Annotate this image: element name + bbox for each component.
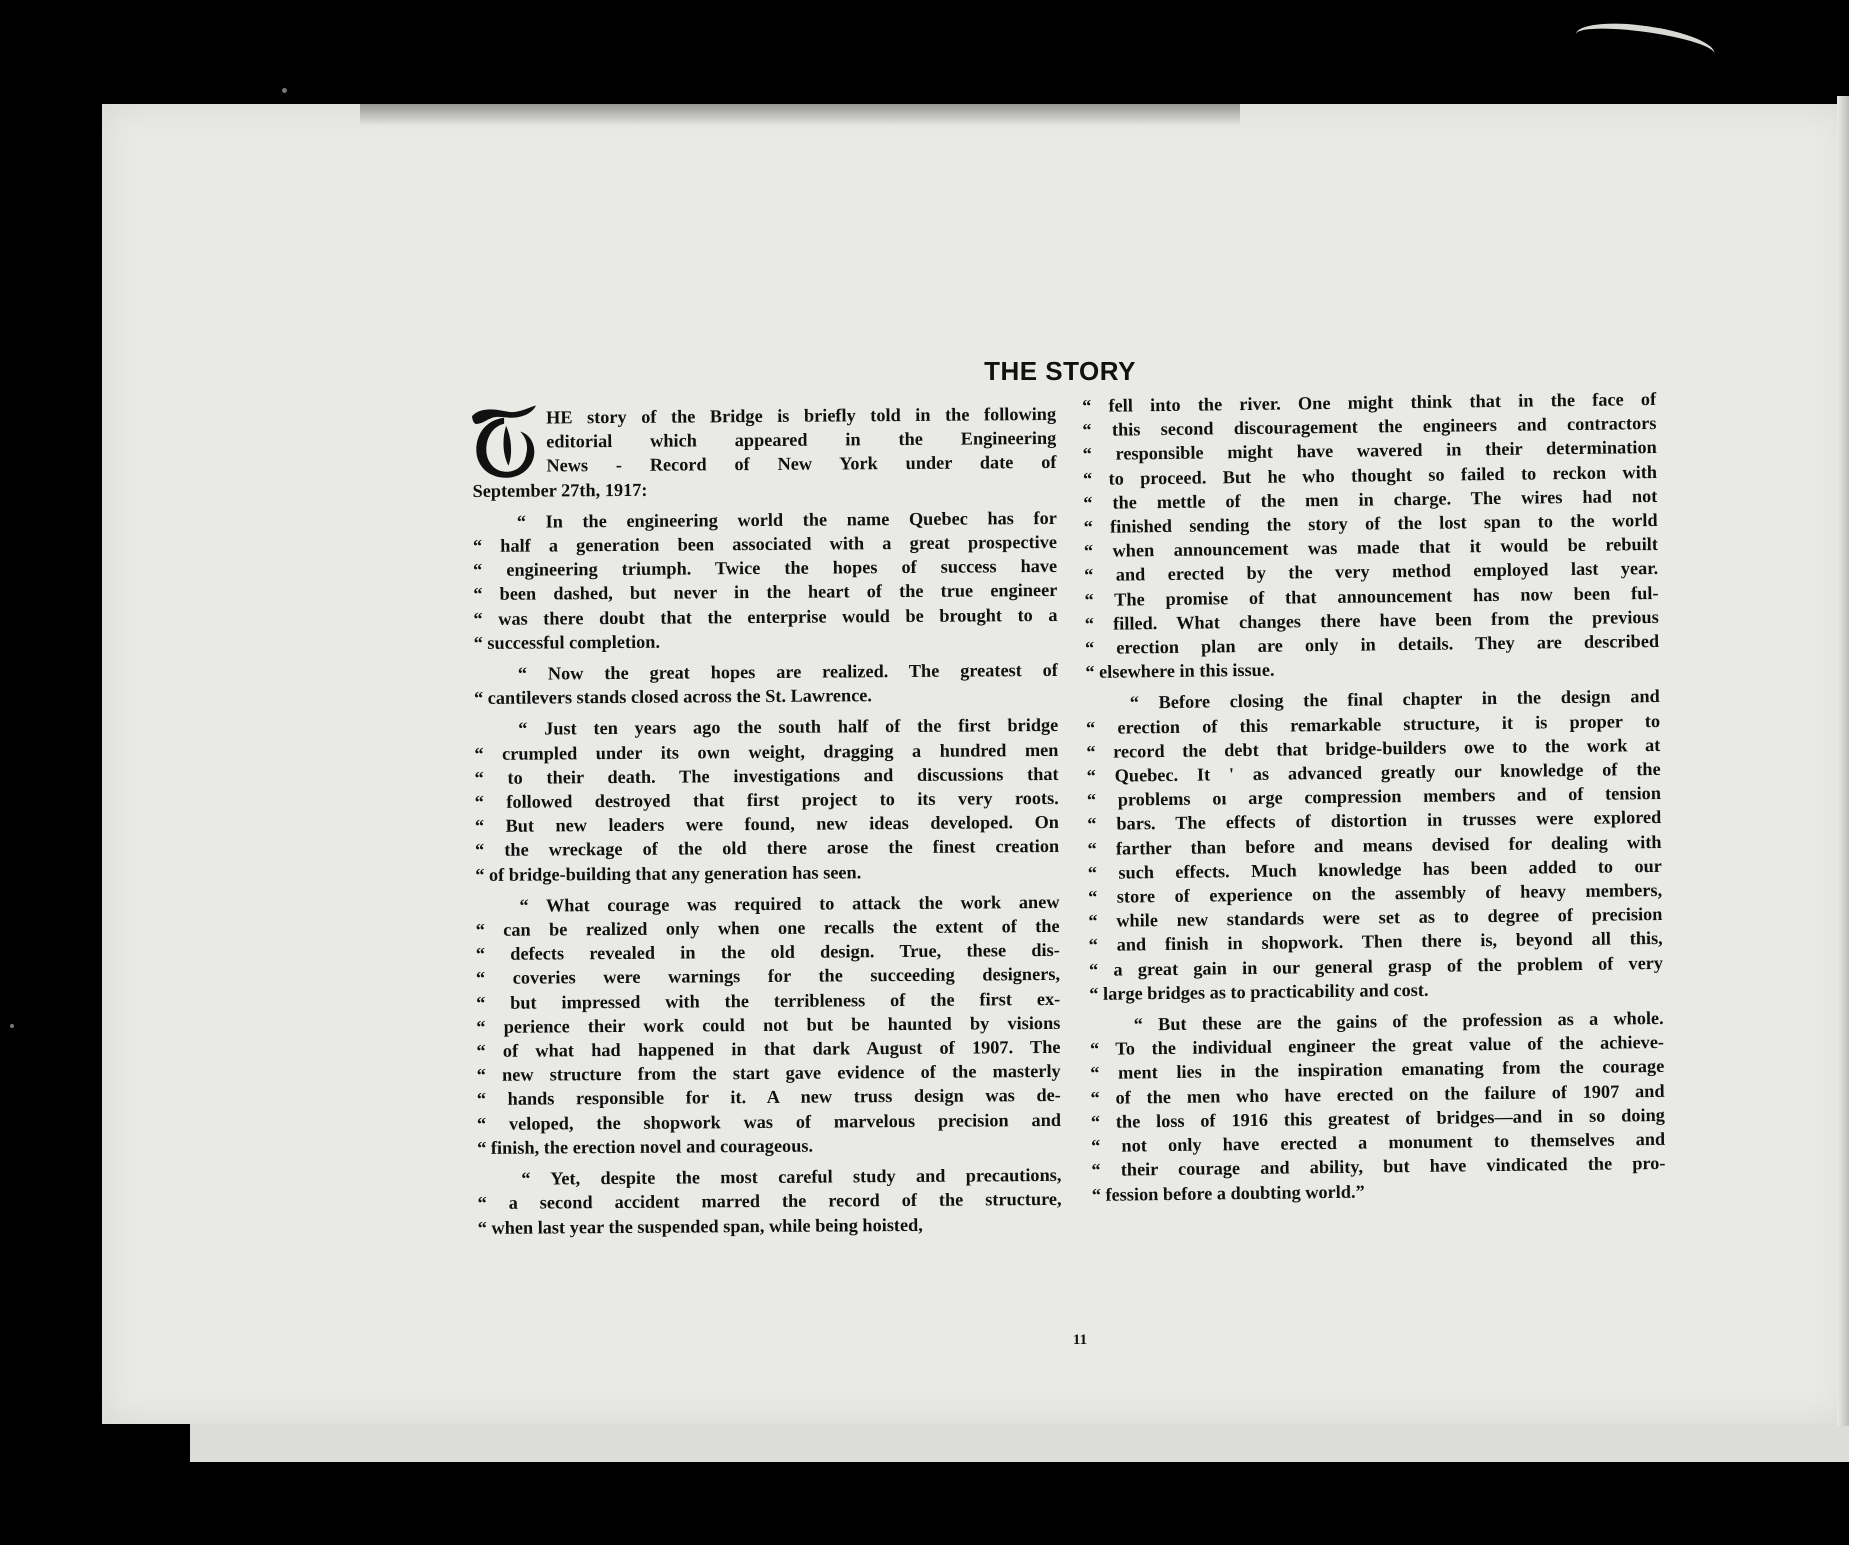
text-line: “ to proceed. But he who thought so failed to reckon with — [1082, 461, 1658, 489]
text-line: “ but impressed with the terribleness of the first ex- — [476, 988, 1061, 1013]
left-paragraph — [477, 1163, 1061, 1240]
text-line: “ ment lies in the inspiration emanating from the courage — [1090, 1056, 1665, 1084]
text-line: “ elsewhere in this issue. — [1085, 659, 1275, 683]
text-line: “ record the debt that bridge-builders owe to the work at — [1086, 734, 1661, 762]
text-line: “ fession before a doubting world.” — [1091, 1181, 1365, 1205]
text-line: “ such effects. Much knowledge has been added to our — [1087, 855, 1662, 883]
text-line: “ coveries were warnings for the succeeding designers, — [475, 964, 1061, 989]
text-line: “ a second accident marred the record of the structure, — [477, 1189, 1062, 1214]
text-line: “ not only have erected a monument to themselves and — [1091, 1129, 1666, 1157]
text-line: “ a great gain in our general grasp of the problem of very — [1088, 952, 1664, 980]
text-line: “ Quebec. It ' as advanced greatly our knowledge of the — [1086, 759, 1661, 787]
left-paragraph — [474, 658, 1058, 710]
left-paragraphs — [473, 506, 1062, 1240]
text-line: “ and finish in shopwork. Then there is, beyond all this, — [1088, 928, 1663, 956]
text-line: “ What courage was required to attack the work anew — [519, 891, 1060, 916]
ornamental-dropcap-t-icon — [468, 402, 539, 480]
text-line: “ when last year the suspended span, while being hoisted, — [477, 1214, 923, 1238]
text-line: “ Yet, despite the most careful study and precautions, — [521, 1164, 1062, 1189]
right-column — [1082, 387, 1666, 1214]
text-line: “ when announcement was made that it would be rebuilt — [1083, 534, 1659, 562]
text-line: “ large bridges as to practicability and cost. — [1089, 979, 1429, 1004]
text-line: “ of what had happened in that dark August of 1907. The — [476, 1036, 1061, 1062]
right-paragraphs — [1082, 387, 1666, 1207]
text-line: “ and erected by the very method employed last year. — [1084, 558, 1659, 586]
intro-paragraph — [472, 402, 1057, 503]
text-line: “ the mettle of the men in charge. The wires had not — [1083, 485, 1658, 513]
text-line: “ veloped, the shopwork was of marvelous precision and — [476, 1109, 1062, 1134]
text-line: “ finished sending the story of the lost span to the world — [1083, 509, 1658, 538]
left-paragraph — [474, 713, 1059, 886]
text-line: “ crumpled under its own weight, dragging a hundred men — [474, 739, 1059, 764]
intro-line: editorial which appeared in the Engineering — [546, 428, 1057, 452]
text-line: “ cantilevers stands closed across the St. Lawrence. — [473, 685, 873, 709]
left-column — [472, 402, 1062, 1247]
text-line: “ this second discouragement the engineers and contractors — [1082, 413, 1657, 441]
left-paragraph — [473, 506, 1058, 655]
text-line: “ To the individual engineer the great value of the achieve- — [1089, 1032, 1665, 1060]
text-line: “ successful completion. — [473, 631, 661, 653]
text-line: “ the loss of 1916 this greatest of bridges—and in so doing — [1090, 1104, 1665, 1132]
text-line: “ fell into the river. One might think that in the face of — [1082, 388, 1657, 416]
text-line: “ But these are the gains of the profession as a whole. — [1133, 1008, 1664, 1035]
text-line: “ store of experience on the assembly of heavy members, — [1088, 880, 1663, 908]
text-line: “ farther than before and means devised for dealing with — [1087, 831, 1662, 859]
intro-line: News - Record of New York under date of — [546, 452, 1057, 476]
text-line: “ Now the great hopes are realized. The greatest of — [517, 659, 1058, 684]
text-line: “ erection plan are only in details. They are described — [1084, 631, 1660, 659]
text-line: “ problems oı arge compression members and of tension — [1086, 783, 1662, 811]
text-line: “ In the engineering world the name Quebec has for — [516, 507, 1057, 532]
right-paragraph — [1082, 387, 1660, 684]
torn-paper-scrap — [1573, 16, 1717, 71]
page-title: THE STORY — [984, 356, 1136, 386]
text-line: “ to their death. The investigations and discussions that — [474, 763, 1059, 788]
text-line: “ erection of this remarkable structure, it is proper to — [1085, 710, 1661, 738]
text-line: “ the wreckage of the old there arose the finest creation — [475, 836, 1060, 861]
text-line: “ But new leaders were found, new ideas developed. On — [474, 812, 1059, 837]
text-line: “ filled. What changes there have been from the previous — [1084, 606, 1659, 634]
text-line: “ Before closing the final chapter in the design and — [1129, 686, 1660, 713]
intro-line: HE story of the Bridge is briefly told in the following — [546, 403, 1057, 428]
text-line: “ finish, the erection novel and courageous. — [477, 1135, 814, 1158]
text-line: “ half a generation been associated with a great prospective — [472, 531, 1058, 557]
page-number: 11 — [1072, 1332, 1088, 1348]
speck — [10, 1024, 14, 1028]
text-line: “ perience their work could not but be haunted by visions — [476, 1012, 1061, 1037]
right-paragraph — [1086, 684, 1664, 1006]
text-line: “ bars. The effects of distortion in trusses were explored — [1087, 807, 1662, 835]
speck — [282, 88, 287, 93]
text-line: “ hands responsible for it. A new truss design was de- — [476, 1085, 1061, 1110]
text-line: “ followed destroyed that first project to its very roots. — [474, 787, 1059, 813]
page-bottom-strip — [190, 1424, 1849, 1462]
text-line: “ engineering triumph. Twice the hopes of success have — [473, 556, 1058, 581]
text-line: “ of bridge-building that any generation has seen. — [475, 861, 862, 885]
text-line: “ was there doubt that the enterprise would be brought to a — [473, 604, 1058, 629]
text-line: “ new structure from the start gave evidence of the masterly — [476, 1061, 1061, 1086]
text-line: “ their courage and ability, but have vindicated the pro- — [1091, 1153, 1666, 1181]
right-paragraph — [1090, 1006, 1666, 1207]
text-line: “ Just ten years ago the south half of the first bridge — [518, 715, 1059, 740]
text-line: “ The promise of that announcement has now been ful- — [1084, 582, 1659, 610]
text-line: “ responsible might have wavered in their determination — [1082, 437, 1657, 465]
text-line: “ defects revealed in the old design. True, these dis- — [475, 940, 1060, 965]
text-line: “ while new standards were set as to degree of precision — [1088, 904, 1663, 932]
text-line: “ can be realized only when one recalls the extent of the — [475, 915, 1060, 941]
intro-line: September 27th, 1917: — [472, 479, 648, 501]
left-paragraph — [475, 890, 1061, 1160]
text-line: “ of the men who have erected on the failure of 1907 and — [1090, 1080, 1665, 1108]
text-line: “ been dashed, but never in the heart of the true engineer — [473, 580, 1058, 605]
scan-shadow — [360, 104, 1240, 126]
page-edge — [1837, 96, 1849, 1426]
